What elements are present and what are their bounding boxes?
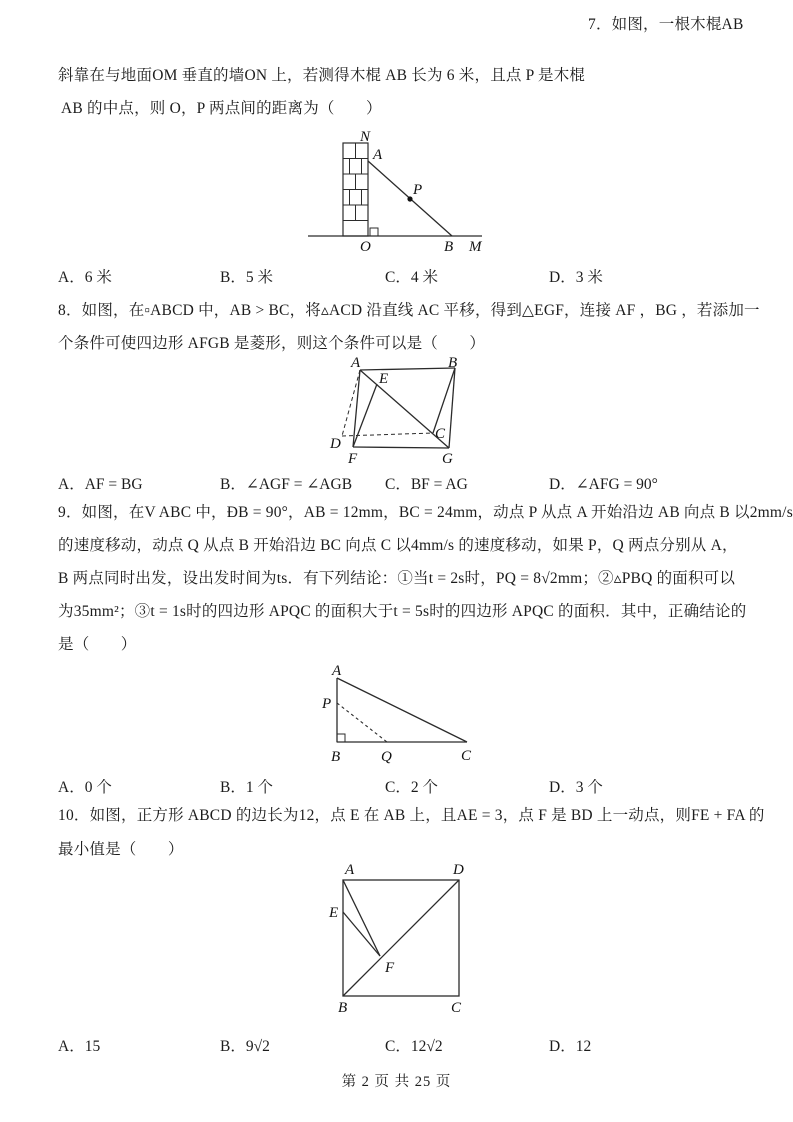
q7-option-b: B．5 米 bbox=[220, 269, 273, 286]
label-d: D bbox=[453, 862, 464, 878]
q9-text-line-5: 是（ ） bbox=[58, 636, 137, 653]
label-b: B bbox=[448, 356, 458, 371]
q8-figure bbox=[318, 356, 478, 476]
q9-text-line-1: 9．如图，在V ABC 中，ĐB = 90°，AB = 12mm，BC = 24mm，动点 P 从点 A 开始沿边 AB 向点 B 以2mm/s bbox=[58, 504, 793, 521]
q9-figure-svg bbox=[318, 663, 483, 768]
label-g: G bbox=[442, 451, 453, 467]
label-e: E bbox=[379, 371, 389, 387]
label-a: A bbox=[332, 663, 342, 679]
q9-option-c: C．2 个 bbox=[385, 779, 438, 796]
q8-text-line-2: 个条件可使四边形 AFGB 是菱形，则这个条件可以是（ ） bbox=[58, 335, 486, 352]
q10-figure bbox=[325, 862, 477, 1022]
label-c: C bbox=[461, 748, 472, 764]
label-b: B bbox=[444, 239, 454, 255]
q7-continuation-line: 7．如图，一根木棍AB bbox=[588, 16, 744, 33]
label-f: F bbox=[348, 451, 358, 467]
q8-option-b: B．∠AGF = ∠AGB bbox=[220, 476, 353, 493]
label-f: F bbox=[385, 960, 395, 976]
q9-option-b: B．1 个 bbox=[220, 779, 273, 796]
q10-option-a: A．15 bbox=[58, 1038, 101, 1055]
q7-figure bbox=[300, 128, 500, 263]
label-o: O bbox=[360, 239, 371, 255]
q10-text-line-2: 最小值是（ ） bbox=[58, 841, 184, 858]
label-a: A bbox=[345, 862, 355, 878]
q8-text-line-1: 8．如图，在▫ABCD 中，AB > BC，将▵ACD 沿直线 AC 平移，得到△EGF，连接 AF ，BG ，若添加一 bbox=[58, 302, 760, 319]
q10-option-b: B．9√2 bbox=[220, 1038, 270, 1055]
point-p-dot bbox=[407, 196, 412, 201]
right-angle-marker bbox=[337, 734, 345, 742]
q9-text-line-2: 的速度移动，动点 Q 从点 B 开始沿边 BC 向点 C 以4mm/s 的速度移动，如果 P，Q 两点分别从 A， bbox=[58, 537, 738, 554]
q9-text-line-4: 为35mm²；③t = 1s时的四边形 APQC 的面积大于t = 5s时的四边形 APQC 的面积．其中，正确结论的 bbox=[58, 603, 747, 620]
label-b: B bbox=[331, 749, 341, 765]
q10-figure-svg bbox=[325, 862, 477, 1017]
q8-option-d: D．∠AFG = 90° bbox=[549, 476, 658, 493]
q7-option-d: D．3 米 bbox=[549, 269, 603, 286]
label-b: B bbox=[338, 1000, 348, 1016]
label-p: P bbox=[413, 182, 423, 198]
q8-figure-svg bbox=[318, 356, 478, 471]
q7-figure-svg bbox=[300, 128, 500, 258]
label-d: D bbox=[330, 436, 341, 452]
right-angle-marker bbox=[370, 228, 378, 236]
q10-text-line-1: 10．如图，正方形 ABCD 的边长为12，点 E 在 AB 上，且AE = 3，点 F 是 BD 上一动点，则FE + FA 的 bbox=[58, 807, 765, 824]
label-a: A bbox=[373, 147, 383, 163]
label-n: N bbox=[360, 129, 371, 145]
label-c: C bbox=[435, 426, 446, 442]
label-e: E bbox=[329, 905, 339, 921]
q7-option-c: C．4 米 bbox=[385, 269, 438, 286]
label-c: C bbox=[451, 1000, 462, 1016]
q7-text-line-1: 斜靠在与地面OM 垂直的墙ON 上，若测得木棍 AB 长为 6 米，且点 P 是木棍 bbox=[58, 67, 586, 84]
label-a: A bbox=[351, 356, 361, 371]
q7-text-line-2: AB 的中点，则 O，P 两点间的距离为（ ） bbox=[61, 100, 382, 117]
q7-option-a: A．6 米 bbox=[58, 269, 112, 286]
q9-option-a: A．0 个 bbox=[58, 779, 112, 796]
q8-option-c: C．BF = AG bbox=[385, 476, 468, 493]
q8-option-a: A．AF = BG bbox=[58, 476, 143, 493]
q9-text-line-3: B 两点同时出发，设出发时间为ts．有下列结论：①当t = 2s时，PQ = 8√2mm；②▵PBQ 的面积可以 bbox=[58, 570, 736, 587]
page-number: 第 2 页 共 25 页 bbox=[341, 1074, 452, 1090]
q10-option-d: D．12 bbox=[549, 1038, 592, 1055]
label-p: P bbox=[322, 696, 332, 712]
q9-option-d: D．3 个 bbox=[549, 779, 603, 796]
label-q: Q bbox=[381, 749, 392, 765]
q9-figure bbox=[318, 663, 483, 773]
label-m: M bbox=[469, 239, 482, 255]
q10-option-c: C．12√2 bbox=[385, 1038, 443, 1055]
